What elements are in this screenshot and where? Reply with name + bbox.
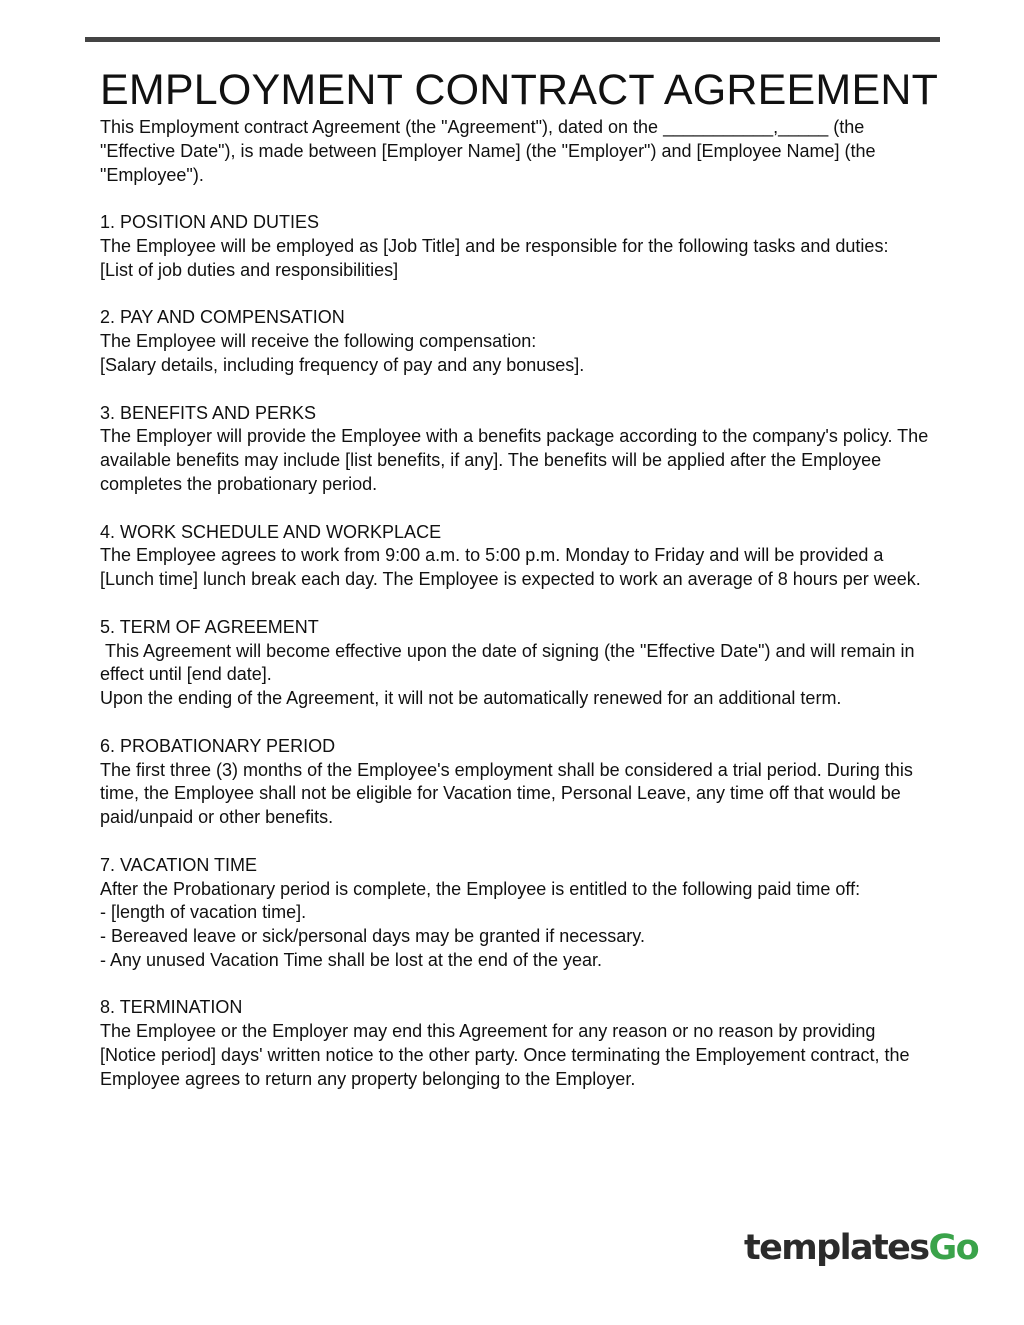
top-divider: [85, 37, 940, 42]
section-line: The Employer will provide the Employee with a benefits package according to the company's policy. The available benefits may include [list benefits, if any]. The benefits will be applied after the Employee completes the probationary period.: [100, 426, 934, 494]
section-line: The Employee agrees to work from 9:00 a.m. to 5:00 p.m. Monday to Friday and will be provided a [Lunch time] lunch break each day. The Employee is expected to work an average of 8 hours per week.: [100, 545, 921, 590]
section-text: [100, 878, 930, 973]
section-text: [100, 1020, 930, 1091]
section-line: After the Probationary period is complete, the Employee is entitled to the following paid time off:: [100, 878, 861, 899]
section-heading: 3. BENEFITS AND PERKS: [100, 402, 317, 423]
section-text: [100, 544, 930, 592]
section-line: This Agreement will become effective upon the date of signing (the "Effective Date") and will remain in effect until [end date].: [100, 640, 920, 685]
section-probationary-period: [100, 735, 930, 830]
section-position-duties: [100, 211, 930, 282]
section-heading: 4. WORK SCHEDULE AND WORKPLACE: [100, 521, 442, 542]
templatesgo-logo: [744, 1226, 992, 1270]
section-text: [100, 235, 930, 283]
section-heading: 7. VACATION TIME: [100, 854, 258, 875]
section-text: [100, 640, 930, 711]
section-benefits-perks: [100, 402, 934, 497]
section-heading: 2. PAY AND COMPENSATION: [100, 307, 345, 328]
section-line: The first three (3) months of the Employee's employment shall be considered a trial period. During this time, the Employee shall not be eligible for Vacation time, Personal Leave, any time off that would be paid/unpaid or other benefits.: [100, 759, 918, 828]
section-vacation-time: [100, 854, 930, 973]
section-line: - Any unused Vacation Time shall be lost at the end of the year.: [100, 949, 602, 970]
section-heading: 1. POSITION AND DUTIES: [100, 212, 320, 233]
contract-document: [100, 64, 939, 1092]
section-line: The Employee will receive the following compensation:: [100, 331, 537, 352]
section-pay-compensation: [100, 306, 930, 377]
section-line: - [length of vacation time].: [100, 902, 307, 923]
section-heading: 5. TERM OF AGREEMENT: [100, 616, 319, 637]
section-line: - Bereaved leave or sick/personal days may be granted if necessary.: [100, 926, 645, 947]
section-line: The Employee will be employed as [Job Title] and be responsible for the following tasks and duties:: [100, 235, 889, 256]
section-text: [100, 759, 930, 830]
section-text: [100, 425, 934, 496]
document-title: EMPLOYMENT CONTRACT AGREEMENT: [100, 66, 939, 114]
section-line: [Salary details, including frequency of pay and any bonuses].: [100, 354, 585, 375]
section-heading: 6. PROBATIONARY PERIOD: [100, 735, 336, 756]
section-work-schedule: [100, 521, 930, 592]
section-line: [List of job duties and responsibilities]: [100, 259, 399, 280]
svg-text:templatesGo: [744, 1228, 979, 1268]
section-text: [100, 330, 930, 378]
section-line: The Employee or the Employer may end this Agreement for any reason or no reason by providing [Notice period] days' written notice to the other party. Once terminating the Employement contract, the Employee agrees to return any property belonging to the Employer.: [100, 1021, 915, 1089]
intro-paragraph: This Employment contract Agreement (the "Agreement"), dated on the ___________,_____ (the "Effective Date"), is made between [Employer Name] (the "Employer") and [Employee Name] (the "Employee").: [100, 117, 876, 185]
logo-text-templates: templates: [744, 1228, 929, 1268]
logo-text-go: Go: [928, 1228, 979, 1268]
section-term-of-agreement: [100, 616, 930, 711]
section-line: Upon the ending of the Agreement, it will not be automatically renewed for an additional term.: [100, 688, 842, 709]
section-heading: 8. TERMINATION: [100, 997, 243, 1018]
section-termination: [100, 996, 930, 1091]
